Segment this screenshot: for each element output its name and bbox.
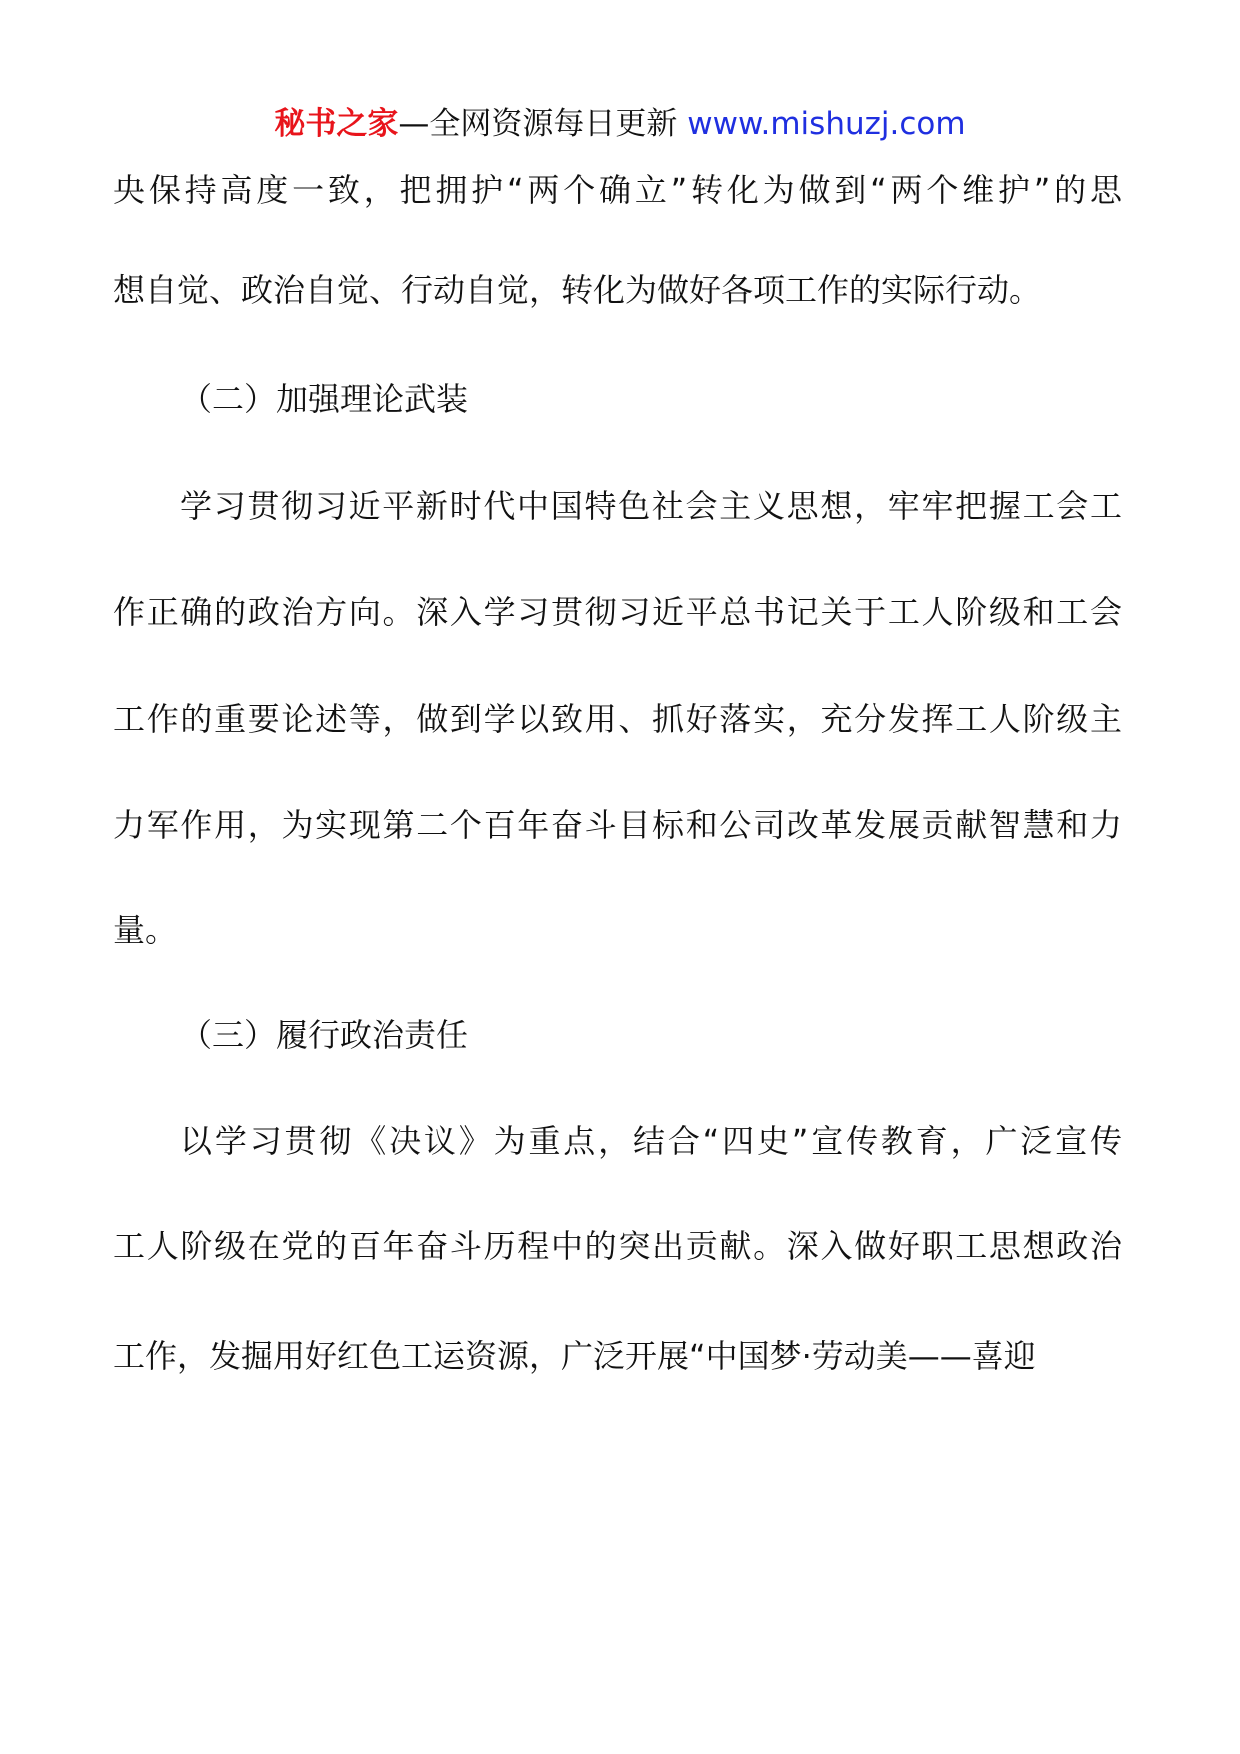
brand-name: 秘书之家: [274, 106, 399, 142]
paragraph-line: 工人阶级在党的百年奋斗历程中的突出贡献。深入做好职工思想政治: [113, 1227, 1122, 1265]
section-heading-3: （三）履行政治责任: [180, 1016, 469, 1054]
site-watermark-header: [0, 100, 1240, 148]
paragraph-line: 工作，发掘用好红色工运资源，广泛开展“中国梦·劳动美——喜迎: [113, 1337, 1036, 1375]
brand-slogan: —全网资源每日更新: [398, 106, 678, 142]
paragraph-line: 以学习贯彻《决议》为重点，结合“四史”宣传教育，广泛宣传: [180, 1122, 1122, 1160]
section-heading-2: （二）加强理论武装: [180, 380, 469, 418]
paragraph-line: 学习贯彻习近平新时代中国特色社会主义思想，牢牢把握工会工: [180, 487, 1122, 525]
paragraph-line: 央保持高度一致，把拥护“两个确立”转化为做到“两个维护”的思: [113, 171, 1122, 209]
paragraph-line: 作正确的政治方向。深入学习贯彻习近平总书记关于工人阶级和工会: [113, 593, 1122, 631]
paragraph-line: 量。: [113, 911, 178, 949]
site-url: www.mishuzj.com: [687, 106, 966, 142]
paragraph-line: 想自觉、政治自觉、行动自觉，转化为做好各项工作的实际行动。: [113, 271, 1042, 309]
paragraph-line: 工作的重要论述等，做到学以致用、抓好落实，充分发挥工人阶级主: [113, 700, 1122, 738]
paragraph-line: 力军作用，为实现第二个百年奋斗目标和公司改革发展贡献智慧和力: [113, 806, 1122, 844]
